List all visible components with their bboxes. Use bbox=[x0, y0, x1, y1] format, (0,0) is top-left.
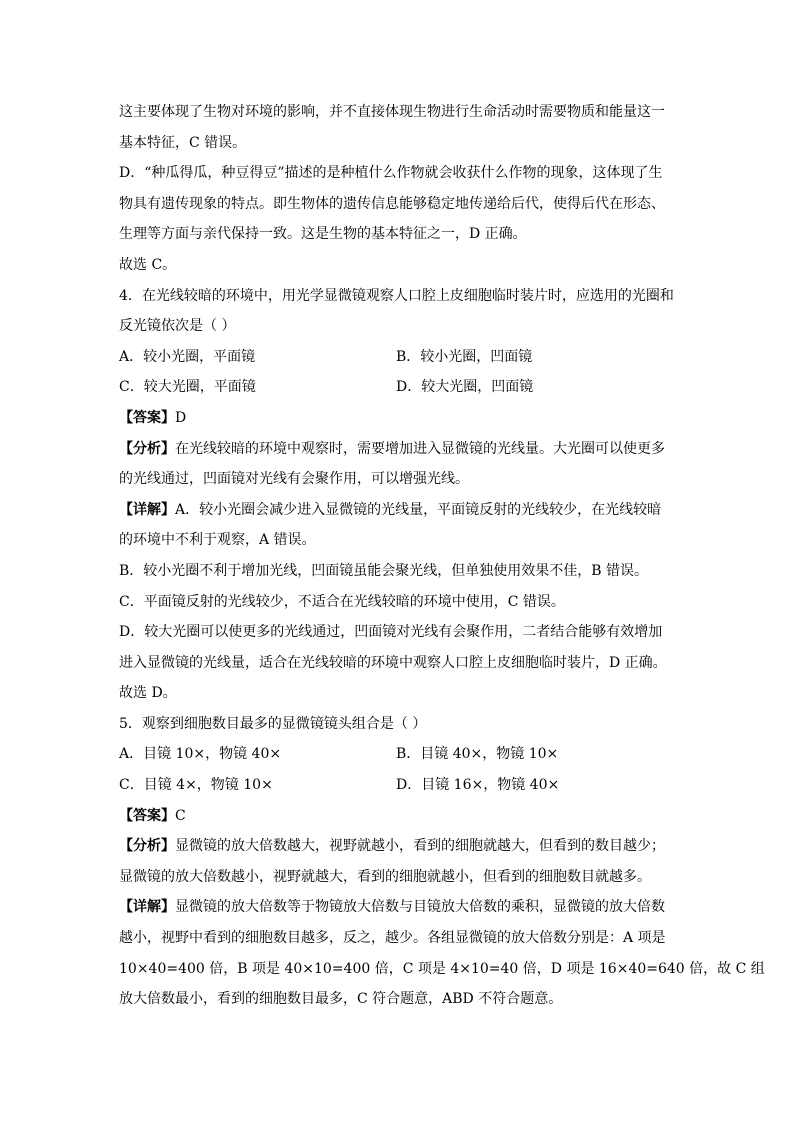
conclusion-line: 故选 D。 bbox=[119, 685, 177, 702]
detail-line: 放大倍数最小，看到的细胞数目最多，C 符合题意，ABD 不符合题意。 bbox=[119, 991, 563, 1008]
detail-text: A．较小光圈会减少进入显微镜的光线量，平面镜反射的光线较少，在光线较暗 bbox=[175, 501, 662, 518]
question-stem: 反光镜依次是（ ） bbox=[119, 318, 236, 335]
detail-text: 显微镜的放大倍数等于物镜放大倍数与目镜放大倍数的乘积，显微镜的放大倍数 bbox=[175, 899, 665, 916]
text-line: 基本特征，C 错误。 bbox=[119, 134, 247, 151]
document-page bbox=[119, 97, 765, 1015]
conclusion-line: 故选 C。 bbox=[119, 256, 177, 273]
option-b: B．目镜 40×，物镜 10× bbox=[396, 746, 559, 763]
analysis-label: 【分析】 bbox=[119, 440, 175, 457]
analysis-line: 的光线通过，凹面镜对光线有会聚作用，可以增强光线。 bbox=[119, 471, 469, 488]
option-d: D．较大光圈，凹面镜 bbox=[396, 379, 534, 396]
question-5 bbox=[119, 709, 765, 1015]
option-row bbox=[119, 372, 679, 403]
option-c: C．目镜 4×，物镜 10× bbox=[119, 777, 273, 794]
analysis-line bbox=[119, 434, 679, 465]
option-a: A．较小光圈，平面镜 bbox=[119, 348, 256, 365]
answer-value: C bbox=[175, 807, 186, 824]
option-c: C．较大光圈，平面镜 bbox=[119, 379, 256, 396]
detail-line bbox=[119, 495, 679, 526]
detail-line: 的环境中不利于观察，A 错误。 bbox=[119, 532, 316, 549]
answer-value: D bbox=[175, 409, 187, 426]
analysis-line: 显微镜的放大倍数越小，视野就越大，看到的细胞就越小，但看到的细胞数目就越多。 bbox=[119, 868, 651, 885]
answer-line bbox=[119, 801, 679, 832]
intro-paragraph bbox=[119, 97, 679, 281]
question-4 bbox=[119, 281, 679, 709]
text-line: 物具有遗传现象的特点。即生物体的遗传信息能够稳定地传递给后代，使得后代在形态、 bbox=[119, 195, 665, 212]
answer-label: 【答案】 bbox=[119, 807, 175, 824]
answer-label: 【答案】 bbox=[119, 409, 175, 426]
question-stem: 4．在光线较暗的环境中，用光学显微镜观察人口腔上皮细胞临时装片时，应选用的光圈和 bbox=[119, 287, 674, 304]
detail-line: C．平面镜反射的光线较少，不适合在光线较暗的环境中使用，C 错误。 bbox=[119, 593, 565, 610]
detail-line: 10×40=400 倍，B 项是 40×10=400 倍，C 项是 4×10=40 倍，D 项是 16×40=640 倍，故 C 组 bbox=[119, 960, 765, 977]
text-line: 生理等方面与亲代保持一致。这是生物的基本特征之一，D 正确。 bbox=[119, 226, 527, 243]
analysis-line bbox=[119, 831, 679, 862]
question-stem: 5．观察到细胞数目最多的显微镜镜头组合是（ ） bbox=[119, 715, 427, 732]
detail-line: D．较大光圈可以使更多的光线通过，凹面镜对光线有会聚作用，二者结合能够有效增加 bbox=[119, 624, 663, 641]
detail-line: 进入显微镜的光线量，适合在光线较暗的环境中观察人口腔上皮细胞临时装片，D 正确。 bbox=[119, 654, 667, 671]
option-a: A．目镜 10×，物镜 40× bbox=[119, 746, 282, 763]
text-line: 这主要体现了生物对环境的影响，并不直接体现生物进行生命活动时需要物质和能量这一 bbox=[119, 104, 665, 120]
option-b: B．较小光圈，凹面镜 bbox=[396, 348, 533, 365]
option-row bbox=[119, 342, 679, 373]
option-row bbox=[119, 739, 679, 770]
detail-label: 【详解】 bbox=[119, 899, 175, 916]
text-line: D．“种瓜得瓜，种豆得豆”描述的是种植什么作物就会收获什么作物的现象，这体现了生 bbox=[119, 165, 663, 182]
answer-line bbox=[119, 403, 679, 434]
option-row bbox=[119, 770, 679, 801]
detail-line: 越小，视野中看到的细胞数目越多，反之，越少。各组显微镜的放大倍数分别是：A 项是 bbox=[119, 930, 666, 947]
analysis-text: 在光线较暗的环境中观察时，需要增加进入显微镜的光线量。大光圈可以使更多 bbox=[175, 440, 665, 457]
detail-label: 【详解】 bbox=[119, 501, 175, 518]
option-d: D．目镜 16×，物镜 40× bbox=[396, 777, 560, 794]
analysis-text: 显微镜的放大倍数越大，视野就越小，看到的细胞就越大，但看到的数目越少； bbox=[175, 838, 665, 855]
detail-line bbox=[119, 892, 679, 923]
detail-line: B．较小光圈不利于增加光线，凹面镜虽能会聚光线，但单独使用效果不佳，B 错误。 bbox=[119, 562, 649, 579]
analysis-label: 【分析】 bbox=[119, 838, 175, 855]
